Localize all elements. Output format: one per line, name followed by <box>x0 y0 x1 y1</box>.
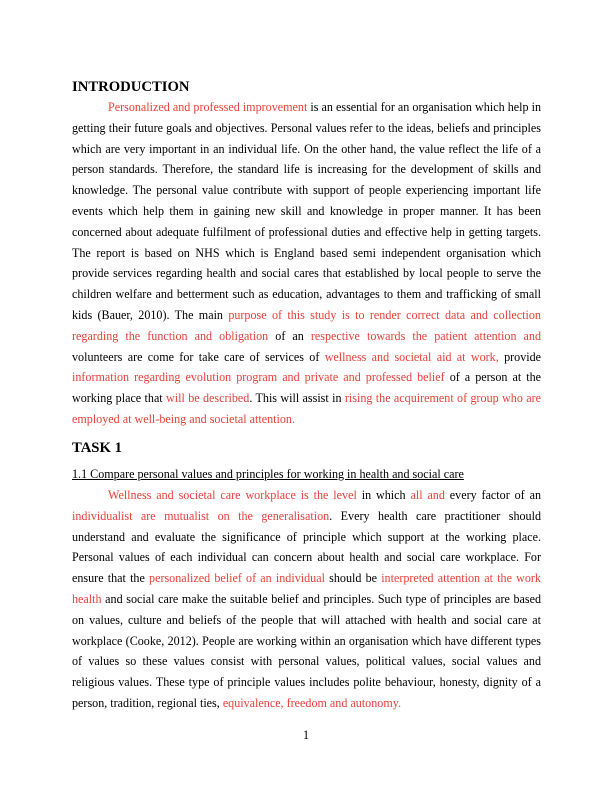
task1-run: . Every health care practitioner should understand and evaluate the significance of principle which support at the working place. Personal values of each individual can concern about health and social care workplace. For ensure that the <box>72 508 541 586</box>
introduction-run: respective towards the patient attention and <box>310 328 542 343</box>
page-number: 1 <box>302 728 310 742</box>
introduction-heading: INTRODUCTION <box>72 79 190 95</box>
introduction-run: will be described <box>166 391 250 406</box>
introduction-run: Personalized and professed improvement <box>108 100 308 114</box>
task1-text <box>72 485 541 714</box>
introduction-run: is an essential for an organisation which help in getting their future goals and objectives. Personal values refer to the ideas, beliefs and principles which are very important in an individual life. On the other hand, the value reflect the life of a person standards. Therefore, the standard life is increasing for the development of skills and knowledge. The personal value contribute with support of people experiencing important life events which help them in gaining new skill and knowledge in proper manner. It has been concerned about adequate fulfilment of professional duties and effective help in getting targets. The report is based on NHS which is England based semi independent organisation which provide services regarding health and social cares that established by local people to serve the children welfare and betterment such as education, advantages to them and trafficking of small kids (Bauer, 2010). The main <box>72 100 541 322</box>
subheading-1-1: 1.1 Compare personal values and principles for working in health and social care <box>72 467 464 481</box>
introduction-run: volunteers are come for take care of services of <box>72 349 325 364</box>
introduction-run: information regarding evolution program and private and professed belief <box>72 370 445 385</box>
introduction-run: purpose of this study is to render correct data and collection regarding the function and obligation <box>72 307 541 343</box>
introduction-run: . This will assist in <box>249 391 345 406</box>
introduction-text <box>72 97 541 430</box>
task1-run: all and <box>410 488 445 502</box>
introduction-run: of an <box>268 328 311 343</box>
task1-paragraph <box>72 485 541 714</box>
task1-run: and social care make the suitable belief and principles. Such type of principles are based on values, culture and beliefs of the people that will attached with health and social care at workplace (Cooke, 2012). People are working within an organisation which have different types of values so these values consist with personal values, political values, social values and religious values. These type of principle values includes polite behaviour, honesty, dignity of a person, tradition, regional ties, <box>72 591 541 710</box>
introduction-run: rising the acquirement of group who are employed at well-being and societal attention. <box>72 391 541 426</box>
task1-run: personalized belief of an individual <box>149 571 325 586</box>
task1-run: every factor of an <box>444 488 542 502</box>
introduction-run: provide <box>498 349 542 364</box>
task1-run: individualist are mutualist on the generalisation <box>72 508 330 523</box>
introduction-run: of a person at the working place that <box>72 370 541 406</box>
task1-run: Wellness and societal care workplace is the level <box>108 488 357 502</box>
task1-run: should be <box>324 571 382 586</box>
task1-run: interpreted attention at the work health <box>72 571 541 606</box>
task1-run: equivalence, freedom and autonomy. <box>222 695 402 710</box>
task1-run: in which <box>356 488 411 502</box>
introduction-run: wellness and societal aid at work, <box>324 349 499 364</box>
introduction-paragraph <box>72 97 541 430</box>
task1-heading: TASK 1 <box>72 440 122 456</box>
